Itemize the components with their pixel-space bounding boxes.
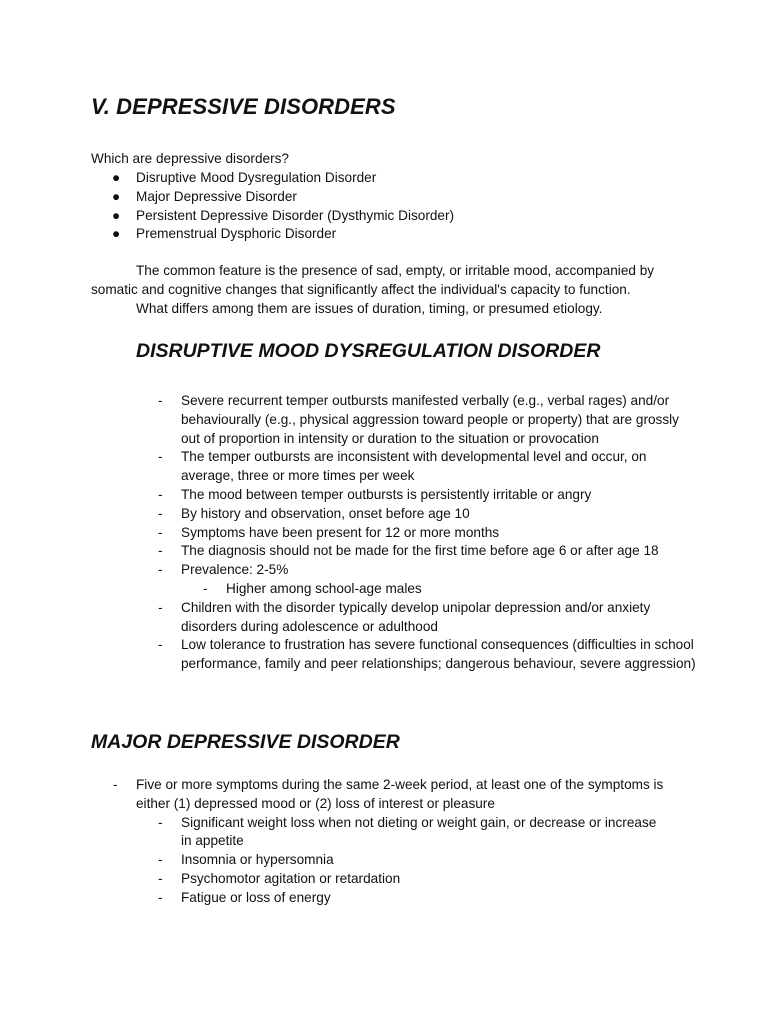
intro-paragraph-line: The common feature is the presence of sad, empty, or irritable mood, accompanied by	[136, 263, 655, 278]
dash-marker: -	[158, 870, 163, 886]
bullet-marker: ●	[112, 170, 121, 185]
list-item: - Significant weight loss when not dieting or weight gain, or decrease or increase in appetite	[158, 814, 657, 849]
mdd-criteria-list	[113, 776, 673, 908]
dash-marker: -	[158, 814, 163, 830]
list-item: - The mood between temper outbursts is persistently irritable or angry	[158, 486, 698, 505]
intro-paragraph-line: What differs among them are issues of duration, timing, or presumed etiology.	[136, 301, 603, 316]
list-item: - Children with the disorder typically develop unipolar depression and/or anxiety disorders during adolescence or adulthood	[158, 599, 651, 634]
list-item: - Prevalence: 2-5% - Higher among school-age males	[158, 561, 698, 599]
list-item: ● Disruptive Mood Dysregulation Disorder	[91, 169, 454, 188]
dash-marker: -	[158, 852, 163, 868]
dash-marker: -	[158, 562, 163, 578]
list-item: - Low tolerance to frustration has severe functional consequences (difficulties in school performance, family and peer relationships; dangerous behaviour, severe aggression)	[158, 637, 696, 672]
section-heading-dmdd: DISRUPTIVE MOOD DYSREGULATION DISORDER	[136, 340, 601, 362]
dmdd-criteria-list	[158, 392, 698, 674]
list-item: ● Persistent Depressive Disorder (Dysthymic Disorder)	[91, 207, 454, 226]
list-item: - Higher among school-age males	[203, 580, 698, 599]
list-item: - Five or more symptoms during the same 2-week period, at least one of the symptoms is either (1) depressed mood or (2) loss of interest or pleasure - Significant weight loss when not dieting or weight gain, or decrease or increase in appetite - Insomnia or hypersomnia - Psychomotor agitation or retardation - Fatigue or loss of energy	[113, 776, 673, 908]
page-title: V. DEPRESSIVE DISORDERS	[91, 94, 396, 119]
dash-marker: -	[158, 637, 163, 653]
list-item: - Insomnia or hypersomnia	[158, 851, 658, 870]
list-item: ● Premenstrual Dysphoric Disorder	[91, 225, 454, 244]
list-item: - Fatigue or loss of energy	[158, 889, 658, 908]
dash-marker: -	[158, 393, 163, 408]
list-item: - The temper outbursts are inconsistent with developmental level and occur, on average, three or more times per week	[158, 449, 647, 484]
list-item: - The diagnosis should not be made for the first time before age 6 or after age 18	[158, 542, 698, 561]
section-heading-mdd: MAJOR DEPRESSIVE DISORDER	[91, 731, 400, 753]
bullet-marker: ●	[112, 207, 121, 223]
list-item: ● Major Depressive Disorder	[91, 188, 454, 207]
dash-marker: -	[158, 486, 163, 502]
dash-marker: -	[203, 580, 208, 596]
list-item: - By history and observation, onset before age 10	[158, 505, 698, 524]
dash-marker: -	[158, 543, 163, 559]
dash-marker: -	[158, 524, 163, 540]
list-item: - Psychomotor agitation or retardation	[158, 870, 658, 889]
bullet-marker: ●	[112, 226, 121, 242]
list-item: - Symptoms have been present for 12 or more months	[158, 524, 698, 543]
dash-marker: -	[158, 889, 163, 905]
dash-marker: -	[158, 505, 163, 521]
list-item: - Severe recurrent temper outbursts manifested verbally (e.g., verbal rages) and/or behaviourally (e.g., physical aggression toward people or property) that are grossly out of proportion in intensity or duration to the situation or provocation	[158, 393, 679, 446]
intro-paragraph-line: somatic and cognitive changes that significantly affect the individual's capacity to function.	[91, 282, 631, 297]
dash-marker: -	[113, 777, 118, 792]
disorder-list	[91, 169, 454, 244]
bullet-marker: ●	[112, 188, 121, 204]
dash-marker: -	[158, 449, 163, 465]
mdd-symptom-sublist	[158, 814, 658, 908]
prevalence-sublist	[203, 580, 698, 599]
dash-marker: -	[158, 599, 163, 615]
intro-question: Which are depressive disorders?	[91, 151, 289, 166]
